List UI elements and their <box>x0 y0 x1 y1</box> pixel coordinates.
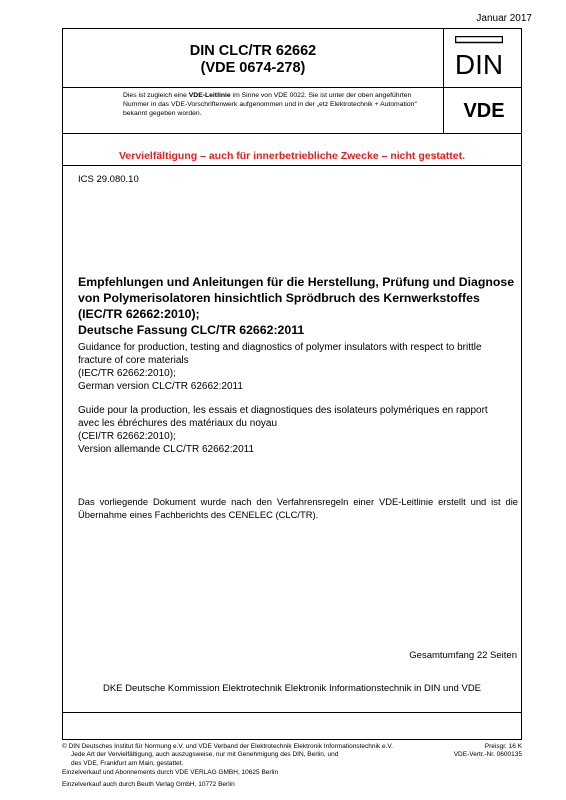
german-title: Empfehlungen und Anleitungen für die Herstellung, Prüfung und Diagnose von Polymerisolatoren hinsichtlich Sprödbruch des Kernwerkstoffes (IEC/TR 62662:2010); Deutsche Fassung CLC/TR 62662:2011 <box>78 275 515 337</box>
sales-info: Einzelverkauf auch durch Beuth Verlag GmbH, 10772 Berlin <box>62 781 235 788</box>
total-pages: Gesamtumfang 22 Seiten <box>409 650 517 661</box>
din-logo <box>455 36 503 80</box>
french-title: Guide pour la production, les essais et diagnostiques des isolateurs polymériques en rapport avec les ébréchures des matériaux du noyau (CEI/TR 62662:2010); Version allemande CLC/TR 62662:2011 <box>78 405 488 455</box>
vde-guideline-note: Dies ist zugleich eine VDE-Leitlinie im Sinne von VDE 0022. Sie ist unter der oben angeführten Nummer in das VDE-Vorschriftenwerk aufgenommen und in der „etz Elektrotechnik + Automation“ bekannt gegeben worden. <box>123 92 417 117</box>
vde-order-number: VDE-Vertr.-Nr. 0600135 <box>453 751 522 759</box>
price-group: Preisgr. 16 K <box>484 743 522 750</box>
document-number-box <box>63 29 443 87</box>
vde-logo-text: VDE <box>463 100 505 121</box>
divider-line <box>63 712 521 713</box>
title-page-frame <box>62 28 522 740</box>
reproduction-notice: Vervielfältigung – auch für innerbetriebliche Zwecke – nicht gestattet. <box>118 150 465 162</box>
divider-line <box>443 29 444 133</box>
vde-logo <box>456 99 512 121</box>
document-number: DIN CLC/TR 62662 <box>189 43 317 59</box>
divider-line <box>63 133 521 134</box>
price-info <box>454 743 522 760</box>
dke-statement: DKE Deutsche Kommission Elektrotechnik Elektronik Informationstechnik in DIN und VDE <box>102 683 482 694</box>
issue-date: Januar 2017 <box>476 13 532 24</box>
procedure-statement: Das vorliegende Dokument wurde nach den Verfahrensregeln einer VDE-Leitlinie erstellt und ist die Übernahme eines Fachberichts des CENELEC (CLC/TR). <box>78 496 518 520</box>
divider-line <box>63 87 521 88</box>
sales-info: Einzelverkauf und Abonnements durch VDE VERLAG GMBH, 10625 Berlin <box>62 769 279 776</box>
english-title: Guidance for production, testing and diagnostics of polymer insulators with respect to brittle fracture of core materials (IEC/TR 62662:2010); German version CLC/TR 62662:2011 <box>78 342 482 392</box>
vde-number: (VDE 0674-278) <box>200 60 306 76</box>
din-logo-text: DIN <box>455 49 503 80</box>
ics-code: ICS 29.080.10 <box>78 174 139 185</box>
copyright-notice: © DIN Deutsches Institut für Normung e.V. und VDE Verband der Elektrotechnik Elektronik Informationstechnik e.V. Jede Art der Vervielfältigung, auch auszugsweise, nur mit Genehmigung des DIN, Berlin, und des VDE, Frankfurt am Main, gestattet. <box>62 743 393 767</box>
divider-line <box>63 165 521 166</box>
